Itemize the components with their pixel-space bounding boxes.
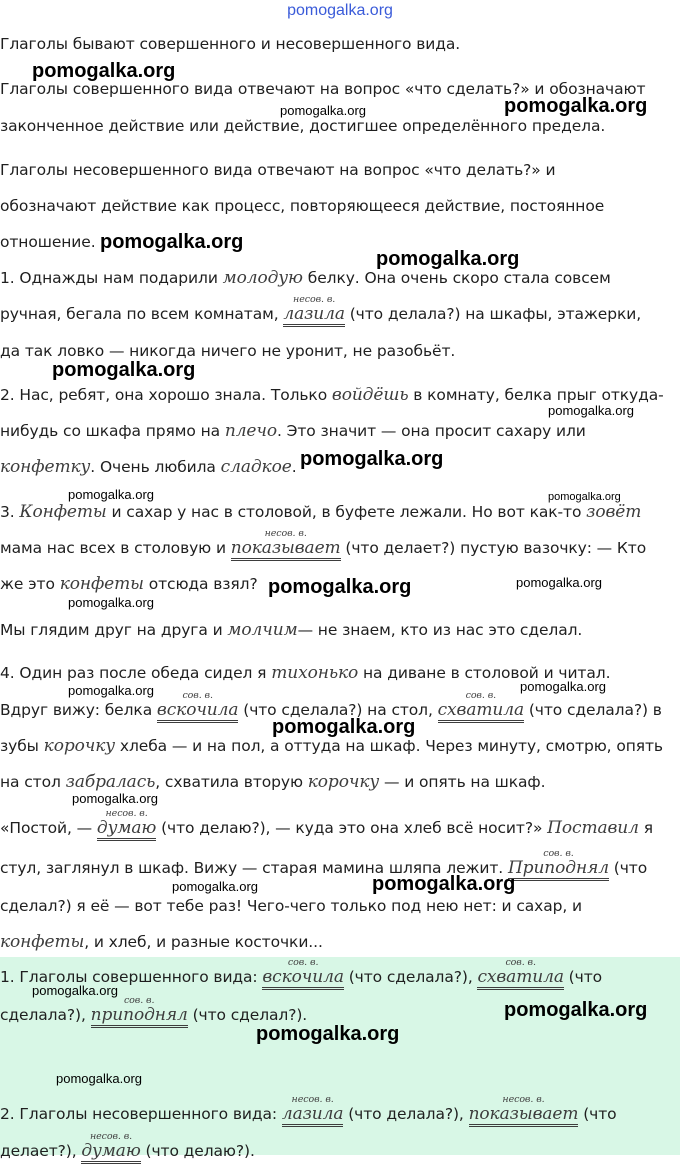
text-segment: (что делала?), bbox=[343, 1105, 469, 1123]
text-segment: я bbox=[638, 819, 653, 837]
watermark: pomogalka.org bbox=[172, 879, 258, 894]
handwritten-word: конфеты bbox=[0, 932, 85, 952]
watermark: pomogalka.org bbox=[548, 403, 634, 418]
text-line bbox=[0, 294, 642, 324]
text-segment: «Постой, — bbox=[0, 819, 97, 837]
handwritten-word: войдёшь bbox=[331, 385, 409, 405]
text-segment: хлеба — и на пол, а оттуда на шкаф. Через минуту, смотрю, опять bbox=[115, 737, 663, 755]
watermark: pomogalka.org bbox=[372, 873, 516, 895]
text-segment: зубы bbox=[0, 737, 44, 755]
text-line bbox=[0, 502, 641, 522]
watermark: pomogalka.org bbox=[256, 1023, 400, 1045]
text-line bbox=[0, 772, 545, 792]
text-line: да так ловко — никогда ничего не уронит, не разобьёт. bbox=[0, 342, 456, 360]
text-segment: же это bbox=[0, 575, 60, 593]
verb-imperfective: думаю bbox=[81, 1141, 140, 1164]
text-segment: . Это значит — она просит сахару или bbox=[277, 422, 586, 440]
text-segment: . bbox=[291, 458, 297, 476]
text-segment: Мы глядим друг на друга и bbox=[0, 621, 228, 639]
aspect-note: несов. в. bbox=[293, 294, 336, 305]
text-line bbox=[0, 457, 297, 477]
theory-line: Глаголы совершенного вида отвечают на вопрос «что сделать?» и обозначают bbox=[0, 80, 646, 98]
text-segment: (что сделала?), bbox=[343, 968, 478, 986]
aspect-note: несов. в. bbox=[105, 808, 148, 819]
text-line bbox=[0, 620, 582, 640]
answer-line bbox=[0, 995, 308, 1025]
text-segment: (что сделал?). bbox=[187, 1006, 308, 1024]
handwritten-word: корочку bbox=[307, 772, 380, 792]
handwritten-word: конфетку bbox=[0, 457, 91, 477]
text-segment: (что делала?) на шкафы, этажерки, bbox=[344, 305, 642, 323]
text-segment: (что bbox=[608, 859, 648, 877]
handwritten-word: зовёт bbox=[586, 502, 642, 522]
aspect-note: несов. в. bbox=[89, 1131, 133, 1142]
text-segment: 1. Однажды нам подарили bbox=[0, 269, 223, 287]
watermark: pomogalka.org bbox=[100, 231, 244, 253]
verb-perfective: вскочила bbox=[262, 967, 344, 990]
verb-perfective: приподнял bbox=[91, 1005, 188, 1028]
text-segment: , и хлеб, и разные косточки... bbox=[84, 933, 323, 951]
text-line bbox=[0, 421, 586, 441]
watermark: pomogalka.org bbox=[520, 679, 606, 694]
text-segment: на стол bbox=[0, 773, 66, 791]
text-segment: нибудь со шкафа прямо на bbox=[0, 422, 225, 440]
text-line bbox=[0, 574, 258, 594]
aspect-note: несов. в. bbox=[264, 528, 307, 539]
handwritten-word: тихонько bbox=[271, 663, 359, 683]
theory-line: отношение. bbox=[0, 233, 96, 251]
text-segment: отсюда взял? bbox=[143, 575, 258, 593]
aspect-note: сов. в. bbox=[505, 957, 536, 968]
aspect-note: сов. в. bbox=[543, 848, 574, 859]
watermark: pomogalka.org bbox=[280, 103, 366, 118]
verb-imperfective: лазила bbox=[282, 1104, 344, 1127]
text-line bbox=[0, 385, 664, 405]
watermark: pomogalka.org bbox=[272, 716, 416, 738]
handwritten-word: корочку bbox=[43, 736, 116, 756]
verb-perfective: Приподнял bbox=[508, 858, 609, 881]
text-line bbox=[0, 932, 323, 952]
text-segment: мама нас всех в столовую и bbox=[0, 539, 231, 557]
handwritten-word: молодую bbox=[222, 268, 303, 288]
text-segment: (что bbox=[578, 1105, 617, 1123]
text-segment: 4. Один раз после обеда сидел я bbox=[0, 664, 272, 682]
handwritten-word: забралась bbox=[65, 772, 156, 792]
text-segment: 2. Глаголы несовершенного вида: bbox=[0, 1105, 282, 1123]
verb-imperfective: лазила bbox=[283, 304, 345, 327]
aspect-note: сов. в. bbox=[182, 690, 213, 701]
text-segment: (что bbox=[563, 968, 603, 986]
text-segment: (что сделала?) в bbox=[524, 701, 662, 719]
text-segment: 2. Нас, ребят, она хорошо знала. Только bbox=[0, 386, 332, 404]
text-line: сделал?) я её — вот тебе раз! Чего-чего только под нею нет: и сахар, и bbox=[0, 897, 583, 915]
text-line bbox=[0, 808, 653, 838]
text-segment: на диване в столовой и читал. bbox=[358, 664, 611, 682]
site-header[interactable]: pomogalka.org bbox=[287, 2, 393, 19]
text-segment: , схватила вторую bbox=[155, 773, 308, 791]
theory-line: Глаголы несовершенного вида отвечают на вопрос «что делать?» и bbox=[0, 161, 556, 179]
text-segment: (что делаю?). bbox=[140, 1142, 255, 1160]
aspect-note: сов. в. bbox=[465, 690, 497, 701]
answer-line bbox=[0, 1094, 617, 1124]
verb-imperfective: думаю bbox=[97, 818, 156, 841]
theory-line: законченное действие или действие, достигшее определённого предела. bbox=[0, 117, 606, 135]
text-segment: сделала?), bbox=[0, 1006, 91, 1024]
handwritten-word: Поставил bbox=[547, 818, 639, 838]
watermark: pomogalka.org bbox=[32, 60, 176, 82]
text-segment: в комнату, белка прыг откуда- bbox=[408, 386, 664, 404]
text-segment: . Очень любила bbox=[90, 458, 221, 476]
text-line bbox=[0, 663, 610, 683]
watermark: pomogalka.org bbox=[548, 491, 621, 503]
theory-line: обозначают действие как процесс, повторяющееся действие, постоянное bbox=[0, 197, 605, 215]
text-segment: ручная, бегала по всем комнатам, bbox=[0, 305, 284, 323]
text-segment: делает?), bbox=[0, 1142, 82, 1160]
watermark: pomogalka.org bbox=[504, 999, 648, 1021]
text-segment: (что сделала?) на стол, bbox=[238, 701, 438, 719]
aspect-note: несов. в. bbox=[291, 1094, 334, 1105]
text-segment: Вдруг вижу: белка bbox=[0, 701, 157, 719]
verb-perfective: вскочила bbox=[157, 700, 239, 723]
verb-imperfective: показывает bbox=[231, 538, 341, 561]
verb-perfective: схватила bbox=[477, 967, 563, 990]
verb-imperfective: показывает bbox=[469, 1104, 579, 1127]
handwritten-word: сладкое bbox=[220, 457, 292, 477]
text-segment: (что делает?) пустую вазочку: — Кто bbox=[340, 539, 647, 557]
text-segment: — не знаем, кто из нас это сделал. bbox=[297, 621, 583, 639]
text-line bbox=[0, 528, 647, 558]
text-segment: (что делаю?), — куда это она хлеб всё носит?» bbox=[156, 819, 548, 837]
text-line bbox=[0, 848, 648, 878]
text-line bbox=[0, 268, 611, 288]
text-segment: белку. Она очень скоро стала совсем bbox=[302, 269, 611, 287]
watermark: pomogalka.org bbox=[300, 448, 444, 470]
theory-line: Глаголы бывают совершенного и несовершенного вида. bbox=[0, 35, 461, 53]
text-segment: и сахар у нас в столовой, в буфете лежали. Но вот как-то bbox=[106, 503, 587, 521]
watermark: pomogalka.org bbox=[516, 575, 602, 590]
watermark: pomogalka.org bbox=[52, 359, 196, 381]
handwritten-word: молчим bbox=[227, 620, 298, 640]
handwritten-word: Конфеты bbox=[19, 502, 107, 522]
handwritten-word: конфеты bbox=[59, 574, 144, 594]
watermark: pomogalka.org bbox=[376, 248, 520, 270]
aspect-note: сов. в. bbox=[123, 995, 155, 1006]
watermark: pomogalka.org bbox=[268, 576, 412, 598]
watermark: pomogalka.org bbox=[32, 983, 118, 998]
watermark: pomogalka.org bbox=[68, 595, 154, 610]
watermark: pomogalka.org bbox=[56, 1071, 142, 1086]
text-segment: 1. Глаголы совершенного вида: bbox=[0, 968, 263, 986]
watermark: pomogalka.org bbox=[72, 791, 158, 806]
aspect-note: сов. в. bbox=[287, 957, 319, 968]
verb-perfective: схватила bbox=[438, 700, 524, 723]
watermark: pomogalka.org bbox=[68, 487, 154, 502]
text-line bbox=[0, 736, 663, 756]
text-segment: стул, заглянул в шкаф. Вижу — старая мамина шляпа лежит. bbox=[0, 859, 508, 877]
handwritten-word: плечо bbox=[224, 421, 277, 441]
answer-line bbox=[0, 1131, 255, 1161]
aspect-note: несов. в. bbox=[502, 1094, 545, 1105]
text-segment: — и опять на шкаф. bbox=[379, 773, 546, 791]
watermark: pomogalka.org bbox=[68, 683, 154, 698]
text-segment: 3. bbox=[0, 503, 20, 521]
watermark: pomogalka.org bbox=[504, 95, 648, 117]
